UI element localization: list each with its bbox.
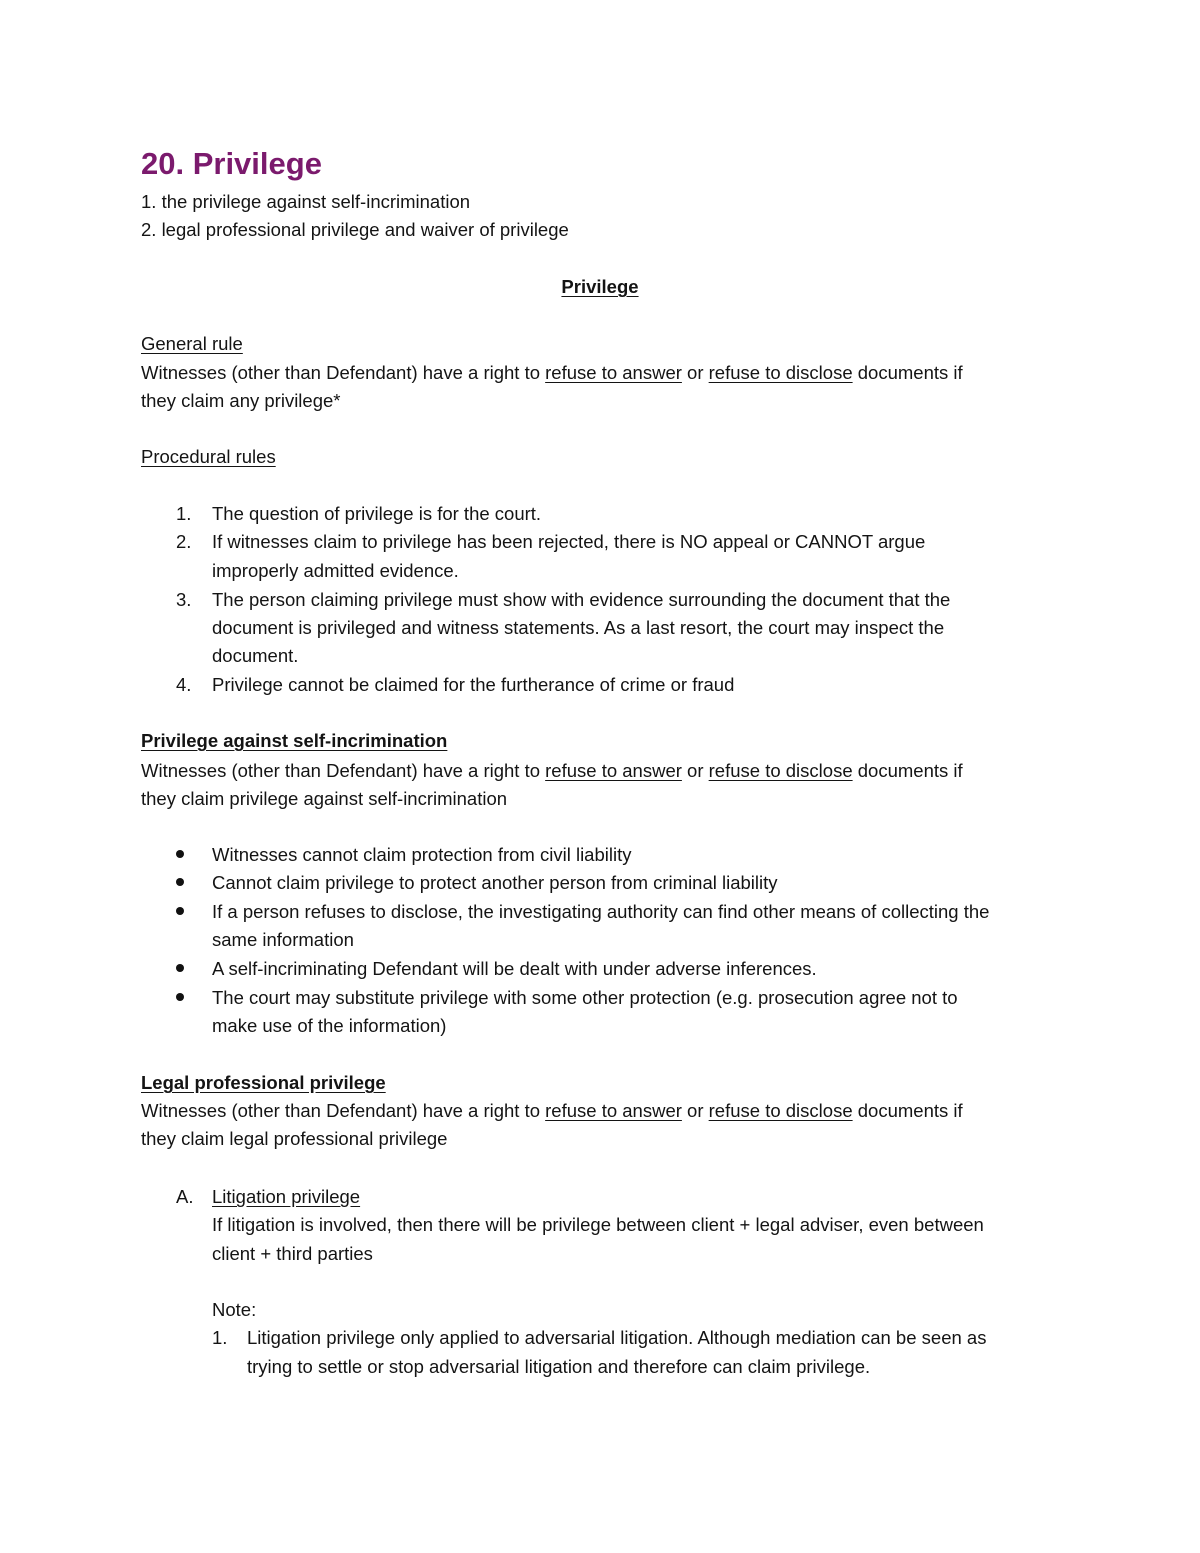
self-incrimination-heading: Privilege against self-incrimination xyxy=(141,730,448,751)
self-incrimination-bullet-1: Witnesses cannot claim protection from civil liability xyxy=(212,844,632,865)
self-incrimination-bullet-3-line-2: same information xyxy=(212,929,354,950)
procedural-item-1-marker: 1. xyxy=(176,503,192,524)
procedural-item-4-line-1: Privilege cannot be claimed for the furtherance of crime or fraud xyxy=(212,674,735,695)
procedural-item-2-line-2: improperly admitted evidence. xyxy=(212,560,459,581)
note-item-marker: 1. xyxy=(212,1327,228,1348)
procedural-item-1-line-1: The question of privilege is for the court. xyxy=(212,503,542,524)
procedural-item-3-line-1: The person claiming privilege must show with evidence surrounding the document that the xyxy=(212,589,951,610)
bullet-icon xyxy=(176,907,184,915)
general-rule-line-2: they claim any privilege* xyxy=(141,390,341,411)
general-rule-line-1: Witnesses (other than Defendant) have a right to refuse to answer or refuse to disclose documents if xyxy=(141,362,963,383)
bullet-icon xyxy=(176,993,184,1001)
procedural-item-3-line-3: document. xyxy=(212,645,299,666)
procedural-item-4-marker: 4. xyxy=(176,674,192,695)
legal-professional-line-1: Witnesses (other than Defendant) have a right to refuse to answer or refuse to disclose documents if xyxy=(141,1100,963,1121)
note-label: Note: xyxy=(212,1299,257,1320)
procedural-item-2-line-1: If witnesses claim to privilege has been rejected, there is NO appeal or CANNOT argue xyxy=(212,531,926,552)
intro-line-1: 1. the privilege against self-incrimination xyxy=(141,191,471,212)
self-incrimination-bullet-2: Cannot claim privilege to protect another person from criminal liability xyxy=(212,872,778,893)
self-incrimination-bullet-5-line-2: make use of the information) xyxy=(212,1015,447,1036)
self-incrimination-line-2: they claim privilege against self-incrimination xyxy=(141,788,508,809)
litigation-marker: A. xyxy=(176,1186,194,1207)
legal-professional-heading: Legal professional privilege xyxy=(141,1072,386,1093)
bullet-icon xyxy=(176,850,184,858)
procedural-item-2-marker: 2. xyxy=(176,531,192,552)
self-incrimination-bullet-3-line-1: If a person refuses to disclose, the investigating authority can find other means of collecting the xyxy=(212,901,990,922)
litigation-privilege-heading: Litigation privilege xyxy=(212,1186,361,1207)
litigation-line-1: If litigation is involved, then there will be privilege between client + legal adviser, even between xyxy=(212,1214,984,1235)
document-title: 20. Privilege xyxy=(141,146,322,181)
bullet-icon xyxy=(176,964,184,972)
section-heading-privilege: Privilege xyxy=(561,276,639,297)
self-incrimination-bullet-4: A self-incriminating Defendant will be dealt with under adverse inferences. xyxy=(212,958,817,979)
bullet-icon xyxy=(176,878,184,886)
note-item-line-2: trying to settle or stop adversarial litigation and therefore can claim privilege. xyxy=(247,1356,871,1377)
self-incrimination-line-1: Witnesses (other than Defendant) have a right to refuse to answer or refuse to disclose documents if xyxy=(141,760,963,781)
legal-professional-line-2: they claim legal professional privilege xyxy=(141,1128,448,1149)
procedural-item-3-marker: 3. xyxy=(176,589,192,610)
self-incrimination-bullet-5-line-1: The court may substitute privilege with some other protection (e.g. prosecution agree not to xyxy=(212,987,958,1008)
procedural-item-3-line-2: document is privileged and witness statements. As a last resort, the court may inspect the xyxy=(212,617,945,638)
litigation-line-2: client + third parties xyxy=(212,1243,373,1264)
procedural-rules-heading: Procedural rules xyxy=(141,446,276,467)
intro-line-2: 2. legal professional privilege and waiver of privilege xyxy=(141,219,569,240)
general-rule-heading: General rule xyxy=(141,333,243,354)
note-item-line-1: Litigation privilege only applied to adversarial litigation. Although mediation can be seen as xyxy=(247,1327,987,1348)
